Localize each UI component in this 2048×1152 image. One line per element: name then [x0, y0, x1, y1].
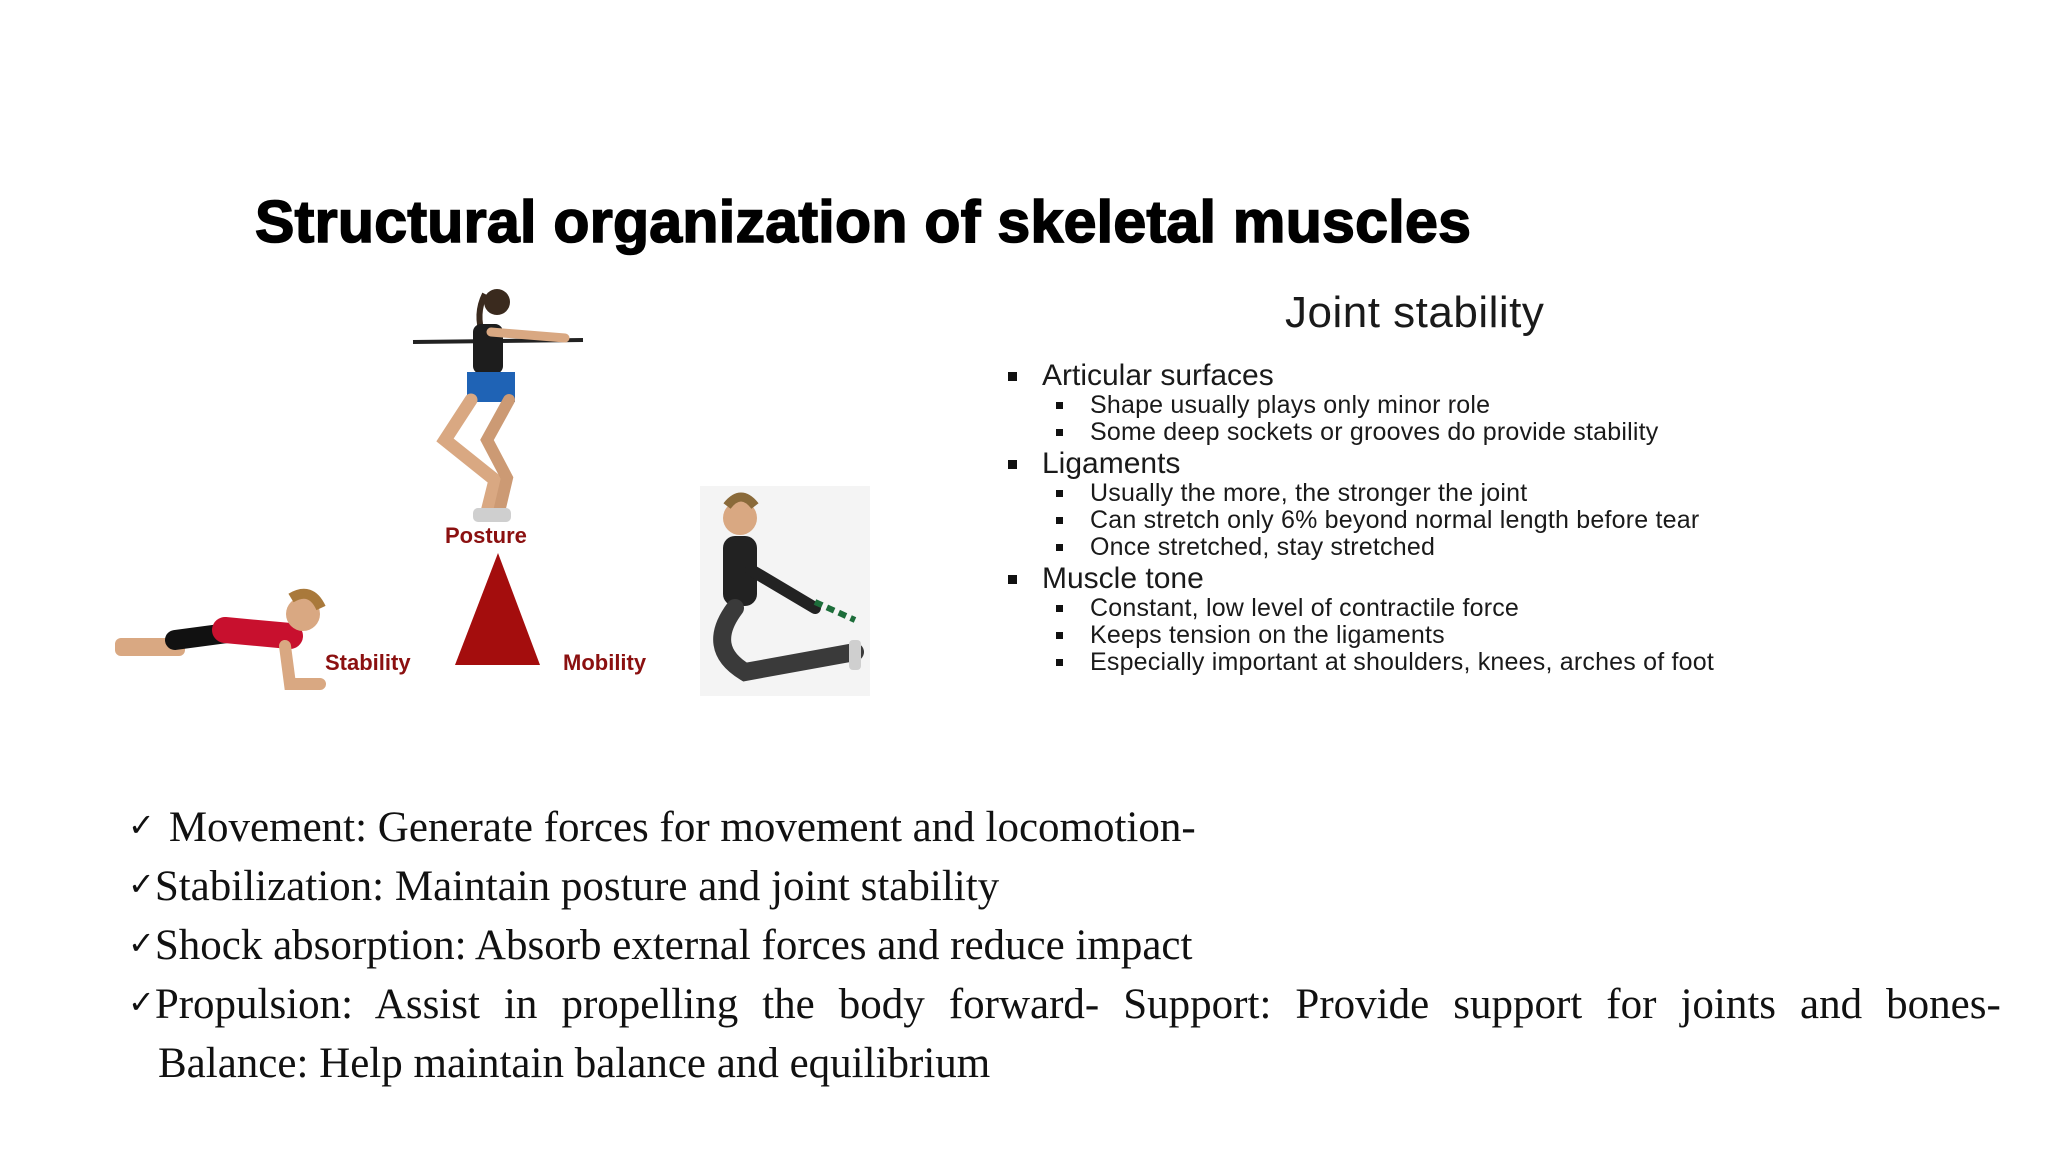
sub-list-item: Especially important at shoulders, knees, arches of foot [1042, 651, 1950, 673]
plank-exercise-illustration [115, 594, 321, 684]
point-text: Stabilization: Maintain posture and joint stability [154, 863, 1000, 910]
sub-list-item: Usually the more, the stronger the joint [1042, 482, 1930, 504]
checkmark-icon: ✓ [128, 983, 155, 1021]
squat-exercise-illustration [413, 289, 583, 522]
sub-list-item: Can stretch only 6% beyond normal length before tear [1042, 509, 1910, 531]
list-item-label: Ligaments [1042, 447, 1181, 480]
sub-list-item: Some deep sockets or grooves do provide stability [1042, 421, 1930, 443]
joint-stability-title: Joint stability [1285, 288, 1545, 337]
checkmark-icon: ✓ [128, 806, 155, 844]
checkmark-icon: ✓ [128, 924, 155, 962]
function-points-list [128, 798, 2008, 1093]
list-item [1000, 562, 1930, 676]
point-continuation-text: Balance: Help maintain balance and equilibrium [158, 1040, 991, 1087]
posture-stability-mobility-figure [115, 280, 885, 700]
slide-title: Structural organization of skeletal muscles [255, 189, 1472, 255]
point-text: Movement: Generate forces for movement and locomotion- [168, 804, 1196, 851]
list-item [128, 798, 2008, 857]
sub-list-item: Keeps tension on the ligaments [1042, 624, 1930, 646]
balance-triangle [455, 553, 540, 665]
stability-label: Stability [325, 650, 411, 675]
sub-list-item: Once stretched, stay stretched [1042, 536, 1930, 558]
sub-list-item: Constant, low level of contractile force [1042, 597, 1930, 619]
list-item-label: Articular surfaces [1042, 359, 1274, 392]
point-text: Shock absorption: Absorb external forces and reduce impact [154, 922, 1193, 969]
posture-label: Posture [445, 523, 527, 548]
list-item-label: Muscle tone [1042, 562, 1204, 595]
list-item [1000, 447, 1930, 561]
checkmark-icon: ✓ [128, 865, 155, 903]
joint-stability-panel [1000, 288, 1930, 738]
list-item [128, 975, 2008, 1093]
list-item [128, 916, 2008, 975]
point-text: Propulsion: Assist in propelling the body forward- Support: Provide support for joints and bones- [154, 981, 2001, 1028]
stretch-exercise-illustration [700, 486, 870, 696]
sub-list-item: Shape usually plays only minor role [1042, 394, 1930, 416]
list-item [128, 857, 2008, 916]
mobility-label: Mobility [563, 650, 647, 675]
joint-stability-list [1000, 360, 1930, 678]
list-item [1000, 359, 1930, 446]
